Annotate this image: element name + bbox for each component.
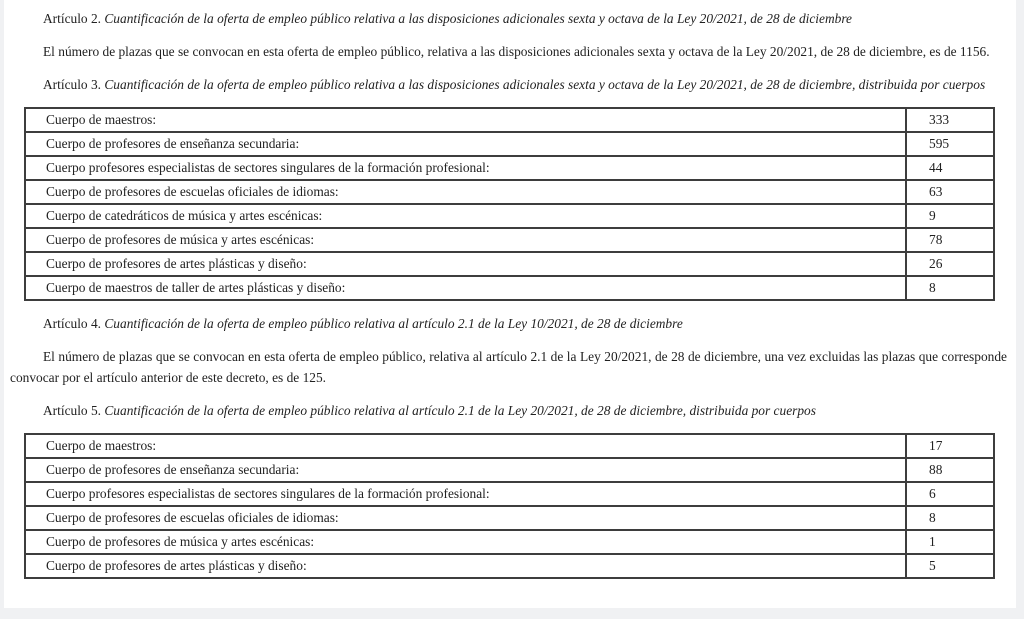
article-5-title: Cuantificación de la oferta de empleo público relativa al artículo 2.1 de la Ley 20/2021, de 28 de diciembre, distribuida por cuerpos xyxy=(104,403,816,418)
article-3-number: Artículo 3. xyxy=(43,77,102,92)
cuerpo-cell: Cuerpo de profesores de música y artes escénicas: xyxy=(25,228,906,252)
article-4-title: Cuantificación de la oferta de empleo público relativa al artículo 2.1 de la Ley 10/2021, de 28 de diciembre xyxy=(104,316,683,331)
table-row xyxy=(25,554,994,578)
plazas-cell: 17 xyxy=(906,434,994,458)
plazas-cell: 595 xyxy=(906,132,994,156)
article-3-title: Cuantificación de la oferta de empleo público relativa a las disposiciones adicionales sexta y octava de la Ley 20/2021, de 28 de diciembre, distribuida por cuerpos xyxy=(104,77,986,92)
cuerpo-cell: Cuerpo profesores especialistas de sectores singulares de la formación profesional: xyxy=(25,156,906,180)
plazas-cell: 9 xyxy=(906,204,994,228)
table-row xyxy=(25,156,994,180)
table-row xyxy=(25,530,994,554)
cuerpo-cell: Cuerpo de maestros de taller de artes plásticas y diseño: xyxy=(25,276,906,300)
article-5-heading xyxy=(10,400,1007,421)
cuerpo-cell: Cuerpo de profesores de enseñanza secundaria: xyxy=(25,132,906,156)
plazas-cell: 88 xyxy=(906,458,994,482)
article-2-title: Cuantificación de la oferta de empleo público relativa a las disposiciones adicionales sexta y octava de la Ley 20/2021, de 28 de diciembre xyxy=(104,11,852,26)
cuerpo-cell: Cuerpo de catedráticos de música y artes escénicas: xyxy=(25,204,906,228)
table-row xyxy=(25,252,994,276)
article-2-paragraph: El número de plazas que se convocan en esta oferta de empleo público, relativa a las disposiciones adicionales sexta y octava de la Ley 20/2021, de 28 de diciembre, es de 1156. xyxy=(43,44,990,59)
plazas-cell: 8 xyxy=(906,506,994,530)
article-3-cuerpos-table xyxy=(24,107,995,301)
cuerpo-cell: Cuerpo de profesores de artes plásticas y diseño: xyxy=(25,554,906,578)
plazas-cell: 333 xyxy=(906,108,994,132)
article-4-number: Artículo 4. xyxy=(43,316,102,331)
article-3-heading xyxy=(10,74,1007,95)
table-row xyxy=(25,276,994,300)
table-row xyxy=(25,482,994,506)
cuerpo-cell: Cuerpo profesores especialistas de sectores singulares de la formación profesional: xyxy=(25,482,906,506)
table-row xyxy=(25,506,994,530)
plazas-cell: 44 xyxy=(906,156,994,180)
article-2-heading xyxy=(10,8,1007,29)
plazas-cell: 8 xyxy=(906,276,994,300)
cuerpo-cell: Cuerpo de profesores de artes plásticas y diseño: xyxy=(25,252,906,276)
plazas-cell: 1 xyxy=(906,530,994,554)
article-2-number: Artículo 2. xyxy=(43,11,102,26)
cuerpo-cell: Cuerpo de profesores de escuelas oficiales de idiomas: xyxy=(25,180,906,204)
plazas-cell: 26 xyxy=(906,252,994,276)
plazas-cell: 6 xyxy=(906,482,994,506)
table-row xyxy=(25,458,994,482)
cuerpo-cell: Cuerpo de profesores de música y artes escénicas: xyxy=(25,530,906,554)
table-row xyxy=(25,228,994,252)
article-5-cuerpos-table xyxy=(24,433,995,579)
table-row xyxy=(25,132,994,156)
table-row xyxy=(25,180,994,204)
table-row xyxy=(25,204,994,228)
article-4-paragraph: El número de plazas que se convocan en esta oferta de empleo público, relativa al artículo 2.1 de la Ley 20/2021, de 28 de diciembre, una vez excluidas las plazas que corresponde convocar por el artículo anterior de este decreto, es de 125. xyxy=(10,349,1007,385)
article-4-heading xyxy=(10,313,1007,334)
document-page xyxy=(4,0,1016,608)
table-row xyxy=(25,434,994,458)
table-row xyxy=(25,108,994,132)
article-5-number: Artículo 5. xyxy=(43,403,102,418)
cuerpo-cell: Cuerpo de profesores de enseñanza secundaria: xyxy=(25,458,906,482)
plazas-cell: 78 xyxy=(906,228,994,252)
cuerpo-cell: Cuerpo de maestros: xyxy=(25,434,906,458)
plazas-cell: 5 xyxy=(906,554,994,578)
cuerpo-cell: Cuerpo de maestros: xyxy=(25,108,906,132)
cuerpo-cell: Cuerpo de profesores de escuelas oficiales de idiomas: xyxy=(25,506,906,530)
plazas-cell: 63 xyxy=(906,180,994,204)
